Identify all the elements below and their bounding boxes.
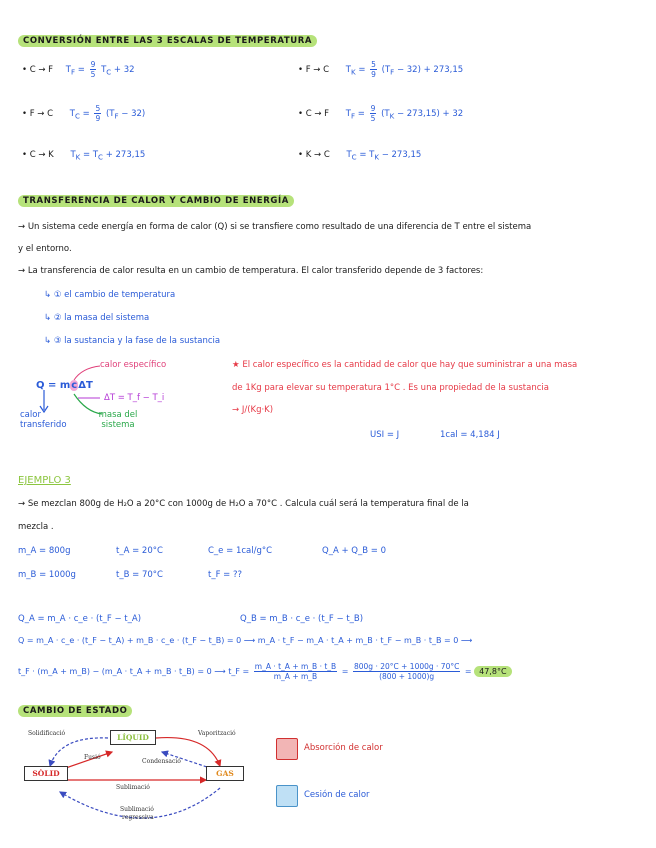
data-ce: C_e = 1cal/g°C <box>208 546 273 556</box>
data-ma: m_A = 800g <box>18 546 71 556</box>
conversion-f-to-k: • F → C $T_K$ = $\frac{5}{9}$ $(T_F - 32) + 273,15$ <box>298 60 464 79</box>
equation-annotation-arrows <box>30 358 200 428</box>
legend-release-label: Cesión de calor <box>304 790 370 800</box>
note-line-3: → J/(Kg·K) <box>232 405 274 415</box>
factor-2: ↳ ② la masa del sistema <box>44 313 150 323</box>
legend-swatch-absorption <box>276 738 298 760</box>
heat-paragraph-1a: → Un sistema cede energía en forma de calor (Q) si se transfiere como resultado de una diferencia de T entre el sistema <box>18 222 532 232</box>
factor-3: ↳ ③ la sustancia y la fase de la sustancia <box>44 336 221 346</box>
fraction-2-numerator: 800g · 20°C + 1000g · 70°C <box>353 662 460 671</box>
example-title: EJEMPLO 3 <box>18 475 71 486</box>
heat-paragraph-2: → La transferencia de calor resulta en un cambio de temperatura. El calor transferido depende de 3 factores: <box>18 266 484 276</box>
section-title-state-change: CAMBIO DE ESTADO <box>18 706 132 716</box>
node-solid: SÒLID <box>24 766 68 781</box>
annotation-heat-transferred: calor transferido <box>20 410 67 430</box>
heat-equation: Q = mcΔT <box>36 380 93 391</box>
legend-absorption-label: Absorción de calor <box>304 743 383 753</box>
units-cal: 1cal = 4,184 J <box>440 430 500 440</box>
data-tf: t_F = ?? <box>208 570 243 580</box>
equation-qb: Q_B = m_B · c_e · (t_F − t_B) <box>240 614 364 624</box>
example-text-2: mezcla . <box>18 522 54 532</box>
equation-qa: Q_A = m_A · c_e · (t_F − t_A) <box>18 614 142 624</box>
annotation-specific-heat: calor específico <box>100 360 167 370</box>
conversion-c-to-f: • C → F $T_F$ = $\frac{9}{5}$ $T_C + 32$ <box>22 60 135 79</box>
annotation-delta-t: ΔT = T_f − T_i <box>104 393 165 403</box>
label-solidificacio: Solidificació <box>28 730 66 737</box>
equation-solve: t_F · (m_A + m_B) − (m_A · t_A + m_B · t_B) = 0 ⟶ t_F = $\frac{m\_A \cdot t\_A + m\_B \cdot t\_B}{m\_A + m\_B}$ = $\frac{800g \cdot 20^\circ C + 1000g \cdot 70^\circ C}{(800 + 1000)g}$ = 47,8°C <box>18 662 512 681</box>
data-tb: t_B = 70°C <box>116 570 163 580</box>
label-fusio: Fusió <box>84 754 101 761</box>
node-gas: GAS <box>206 766 244 781</box>
fraction-1-numerator: m_A · t_A + m_B · t_B <box>254 662 337 671</box>
conversion-k-to-f: • C → F $T_F$ = $\frac{9}{5}$ $(T_K - 273,15) + 32$ <box>298 104 464 123</box>
data-ta: t_A = 20°C <box>116 546 163 556</box>
factor-1: ↳ ① el cambio de temperatura <box>44 290 176 300</box>
conversion-k-to-c: • K → C $T_C = T_K - 273,15$ <box>298 150 422 162</box>
result-highlight: 47,8°C <box>474 666 511 677</box>
state-change-diagram <box>20 728 256 832</box>
label-vaporitzacio: Vaporització <box>198 730 236 737</box>
conversion-f-to-c: • F → C $T_C$ = $\frac{5}{9}$ $(T_F - 32)$ <box>22 104 146 123</box>
label-sublimacio-regressiva-1: Sublimació <box>120 806 154 813</box>
example-text-1: → Se mezclan 800g de H₂O a 20°C con 1000g de H₂O a 70°C . Calcula cuál será la temperatura final de la <box>18 499 469 509</box>
conversion-c-to-k: • C → K $T_K = T_C + 273,15$ <box>22 150 146 162</box>
label-sublimacio: Sublimació <box>116 784 150 791</box>
section-title-conversion: CONVERSIÓN ENTRE LAS 3 ESCALAS DE TEMPERATURA <box>18 36 317 46</box>
fraction-1-denominator: m_A + m_B <box>273 672 318 681</box>
note-line-1: ★ El calor específico es la cantidad de calor que hay que suministrar a una masa <box>232 360 578 370</box>
section-title-heat-transfer: TRANSFERENCIA DE CALOR Y CAMBIO DE ENERGÍA <box>18 196 294 206</box>
legend-swatch-release <box>276 785 298 807</box>
fraction-2-denominator: (800 + 1000)g <box>379 672 435 681</box>
heat-paragraph-1b: y el entorno. <box>18 244 72 254</box>
annotation-mass: masa del sistema <box>98 410 138 430</box>
data-q-balance: Q_A + Q_B = 0 <box>322 546 386 556</box>
label-condensacio: Condensació <box>142 758 181 765</box>
data-mb: m_B = 1000g <box>18 570 76 580</box>
label-sublimacio-regressiva-2: regressiva <box>122 814 154 821</box>
node-liquid: LÍQUID <box>110 730 156 745</box>
equation-sum: Q = m_A · c_e · (t_F − t_A) + m_B · c_e · (t_F − t_B) = 0 ⟶ m_A · t_F − m_A · t_A + m_B · t_F − m_B · t_B = 0 ⟶ <box>18 636 473 645</box>
note-line-2: de 1Kg para elevar su temperatura 1°C . Es una propiedad de la sustancia <box>232 383 549 393</box>
units-si: USI = J <box>370 430 400 440</box>
